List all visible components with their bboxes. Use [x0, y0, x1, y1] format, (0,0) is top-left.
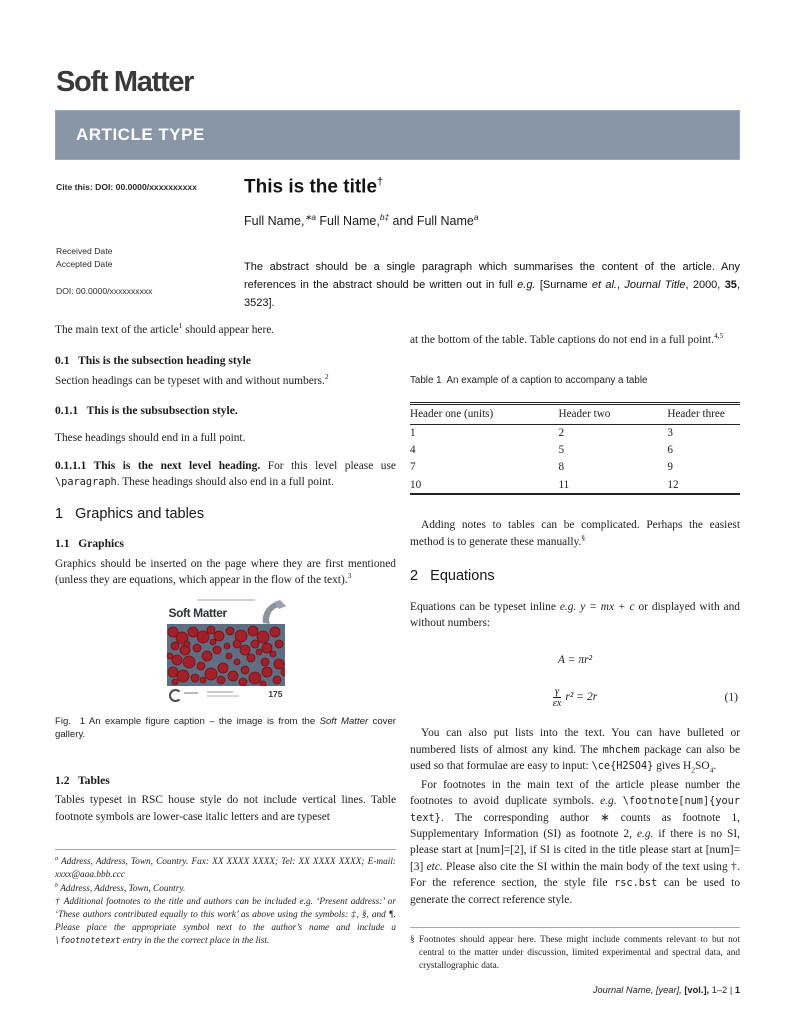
table-cell: 1	[410, 427, 416, 440]
table-cell: 3	[667, 427, 673, 440]
title-column	[244, 176, 740, 313]
equation-1-number: (1)	[724, 690, 738, 704]
paragraph-table-notes: Adding notes to tables can be complicated. Perhaps the easiest method is to generate these manually.§	[410, 519, 740, 548]
table-cell: 8	[558, 461, 565, 474]
paragraph-subsubsection: These headings should end in a full point.	[55, 432, 246, 445]
dates-block	[56, 245, 244, 272]
figure-caption: Fig. 1 An example figure caption – the image is from the Soft Matter cover gallery.	[55, 715, 399, 741]
heading-section-2: 2 Equations	[410, 567, 495, 584]
table-header-cell: Header one (units)	[410, 403, 559, 424]
cover-footer-text-placeholder	[184, 692, 198, 694]
equation-1-body: r² = 2r	[565, 690, 598, 704]
table-caption: Table 1 An example of a caption to accompany a table	[410, 375, 648, 387]
heading-graphics: 1.1 Graphics	[55, 537, 124, 551]
accepted-date: Accepted Date	[56, 259, 113, 270]
cover-issue-number: 175	[268, 688, 283, 699]
title-footnote-marker: †	[377, 176, 384, 188]
paragraph-subsection: Section headings can be typeset with and without numbers.$^2$	[55, 372, 329, 388]
table-row	[410, 459, 740, 476]
article-type-banner	[55, 110, 740, 160]
paragraph-equations-intro: Equations can be typeset inline e.g. y = mx + c or displayed with and without numbers:	[410, 600, 741, 630]
masthead	[56, 176, 740, 313]
article-title-text: This is the title	[244, 176, 378, 198]
footnote-rule-left	[55, 849, 396, 850]
paragraph-graphics: Graphics should be inserted on the page where they are first mentioned (unless they are equations, which appear in the flow of the text).$^3$	[55, 558, 396, 587]
equation-1	[410, 686, 740, 709]
heading-subsubsection: 0.1.1 This is the subsubsection style.	[55, 403, 238, 417]
table-cell: 10	[410, 478, 422, 491]
cover-masthead	[167, 604, 285, 622]
table-cell: 5	[558, 444, 565, 457]
heading-tables: 1.2 Tables	[55, 773, 110, 787]
figure-1	[55, 599, 396, 703]
cover-wedge-graphic	[260, 600, 286, 624]
paragraph-intro: The main text of the article$^1$ should appear here.	[55, 321, 275, 336]
table-header-cell: Header two	[559, 403, 668, 424]
article-title	[244, 176, 740, 198]
table-cell: 4	[410, 444, 416, 457]
cover-top-text-placeholder	[197, 599, 255, 601]
equation-fraction	[553, 686, 562, 709]
footnotes-right	[410, 934, 740, 974]
table-header-row	[410, 403, 740, 424]
table-cell: 2	[558, 427, 565, 440]
cite-this: Cite this: DOI: 00.0000/xxxxxxxxxx	[56, 182, 197, 192]
paragraph-next-level: 0.1.1.1 This is the next level heading. For this level please use \paragraph. These headings should also end in a full point.	[55, 459, 396, 489]
received-date: Received Date	[56, 246, 113, 256]
footnotes-left	[55, 856, 396, 948]
cover-footer-text-placeholder	[207, 695, 239, 697]
footnote-address-a: $^a$ Address, Address, Town, Country. Fax: XX XXXX XXXX; Tel: XX XXXX XXXX; E-mail: xxxx@aaa.bbb.ccc	[55, 856, 396, 881]
left-column	[55, 321, 399, 974]
footnote-rule-right	[410, 927, 740, 928]
table-cell: 6	[667, 444, 673, 457]
meta-column	[56, 176, 244, 313]
cover-footer-text-placeholder	[207, 691, 233, 693]
paragraph-tables: Tables typeset in RSC house style do not include vertical lines. Table footnote symbols are lower-case italic letters and are typeset	[55, 794, 396, 823]
table-cell: 12	[667, 478, 679, 491]
heading-section-1: 1 Graphics and tables	[55, 506, 205, 523]
example-table	[410, 402, 740, 496]
cover-image	[167, 599, 285, 703]
journal-logo: Soft Matter	[56, 66, 194, 98]
paragraph-table-continuation: at the bottom of the table. Table captions do not end in a full point.$^{4,5}$	[410, 331, 724, 346]
cover-artwork	[167, 624, 285, 686]
rsc-logo-icon	[169, 689, 182, 702]
equation-unnumbered	[410, 652, 740, 669]
footnote-address-b: $^b$ Address, Address, Town, Country.	[55, 882, 186, 894]
table-row	[410, 442, 740, 459]
body-columns	[55, 322, 740, 974]
article-type-label: ARTICLE TYPE	[76, 125, 205, 144]
table-row	[410, 476, 740, 494]
doi: DOI: 00.0000/xxxxxxxxxx	[56, 285, 153, 296]
authors-line: Full Name,$^{∗a}$ Full Name,$^{b\ddagger}$ and Full Name$^a$	[244, 213, 479, 229]
table-cell: 7	[410, 461, 416, 474]
footnote-section-symbol: § Footnotes should appear here. These might include comments relevant to but not central to the matter under discussion, limited experimental and spectral data, and crystallographic data.	[410, 935, 740, 972]
table-row	[410, 424, 740, 442]
cover-journal-title: Soft Matter	[168, 605, 227, 620]
table-header-cell: Header three	[667, 403, 740, 424]
paragraph-lists: You can also put lists into the text. You can have bulleted or numbered lists of almost any kind. The mhchem package can also be used so that formulae are easy to input: \ce{H2SO4} gives $H_2SO_4$.	[410, 727, 740, 775]
page-footer: Journal Name, [year], [vol.], 1–2 | 1	[592, 985, 740, 995]
fraction-denominator: εx	[552, 698, 562, 710]
right-column	[410, 322, 740, 974]
table-cell: 9	[667, 461, 673, 474]
cover-footer	[167, 688, 285, 703]
table-cell: 11	[558, 478, 570, 491]
footnote-dagger: † Additional footnotes to the title and authors can be included e.g. ‘Present address:’ or ‘These authors contributed equally to this work’ as above using the symbols: ‡, §, and ¶. Please place the appropriate symbol next to the author’s name and include a \footnotetext entry in the the correct place in the list.	[55, 896, 396, 947]
fraction-numerator: γ	[555, 686, 560, 698]
equation-unnumbered-body: A = πr²	[557, 652, 593, 666]
paragraph-footnote-usage: For footnotes in the main text of the article please number the footnotes to avoid duplicate symbols. e.g. \footnote[num]{your text}. The corresponding author ∗ counts as footnote 1, Supplementary Information (SI) as footnote 2, e.g. if there is no SI, please start at [num]=[2], if SI is cited in the title please start at [num]=[3] etc. Please also cite the SI within the main body of the text using †. For the reference section, the style file rsc.bst can be used to generate the correct reference style.	[410, 778, 741, 906]
heading-subsection: 0.1 This is the subsection heading style	[55, 354, 251, 368]
abstract: The abstract should be a single paragraph which summarises the content of the article. Any references in the abstract should be written out in full e.g. [Surname et al., Journal Title, 2000, 35, 3523].	[244, 261, 740, 309]
